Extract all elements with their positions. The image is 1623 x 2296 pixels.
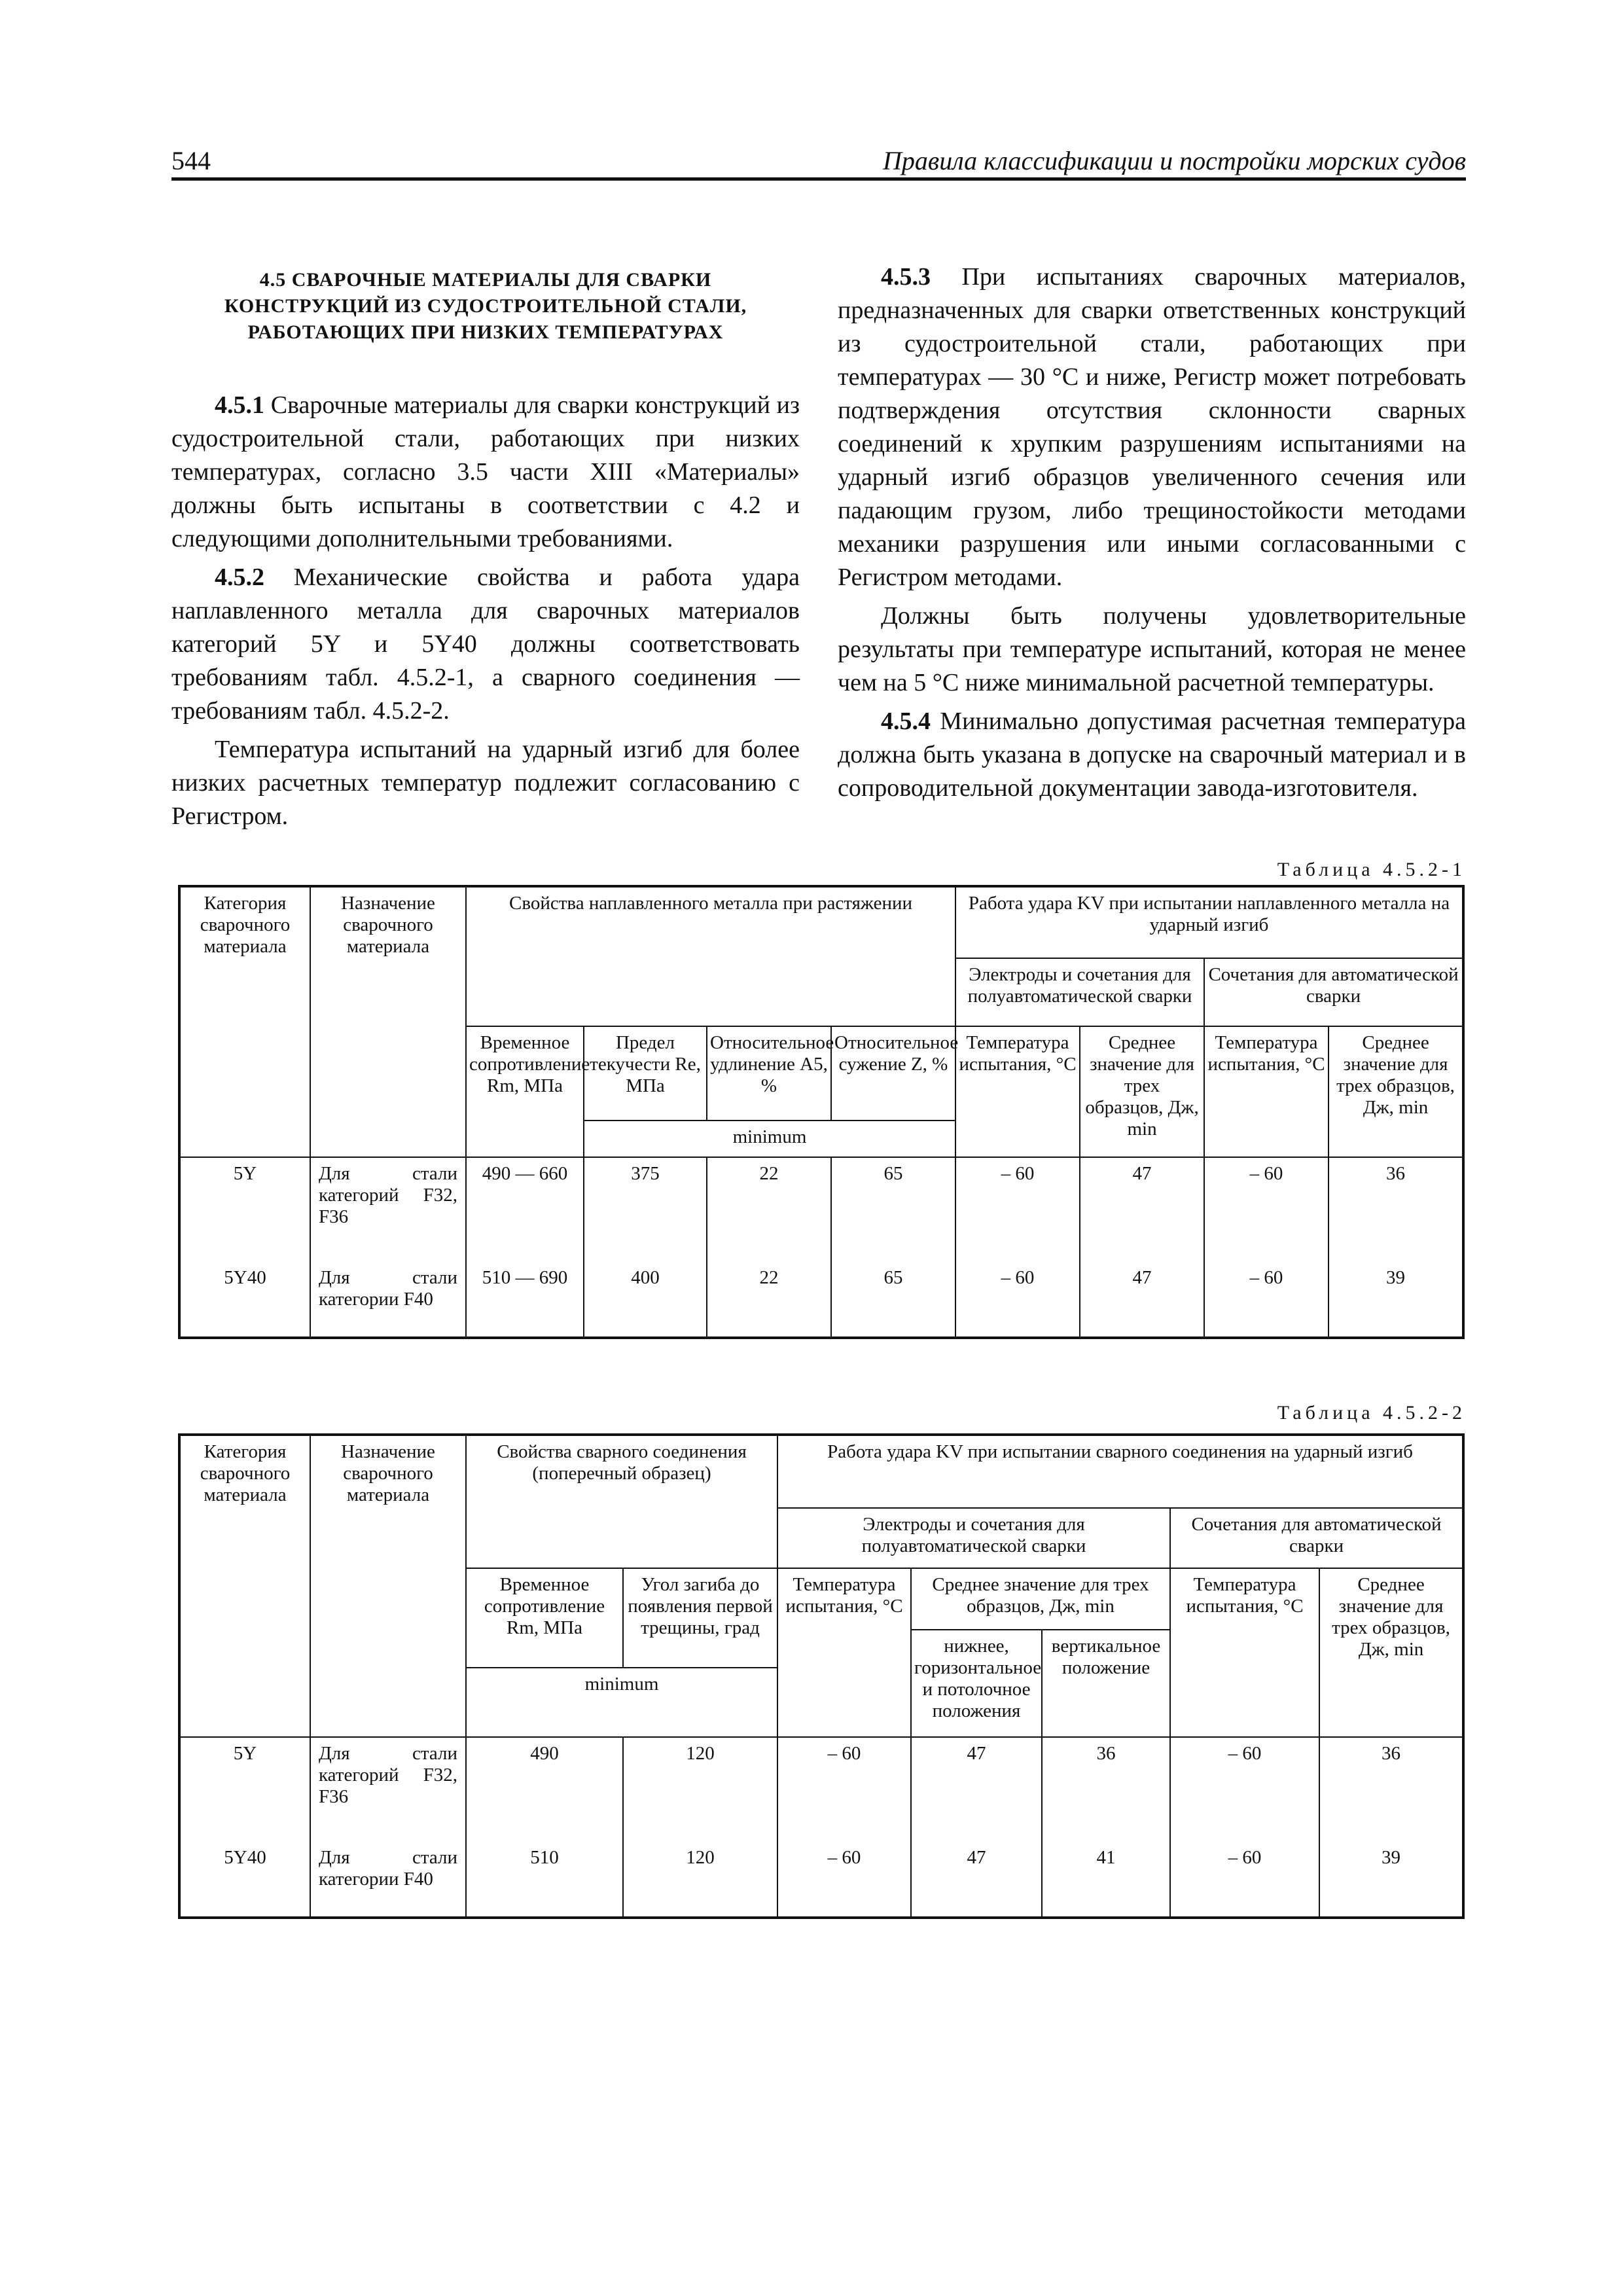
header-bend-angle: Угол загиба до появления первой трещины, град <box>623 1568 777 1668</box>
left-column <box>171 260 800 838</box>
header-vertical-position: вертикальное положение <box>1042 1630 1170 1737</box>
header-elongation: Относительное удлинение A5, % <box>707 1026 831 1121</box>
table-row: 5Y Для стали категорий F32, F36 490 — 660 375 22 65 – 60 47 – 60 36 <box>179 1157 1463 1262</box>
header-avg-semi: Среднее значение для трех образцов, Дж, min <box>1080 1026 1204 1157</box>
header-auto: Сочетания для автоматической сварки <box>1204 958 1463 1026</box>
table-4-5-2-2 <box>178 1433 1465 1919</box>
table-row: 5Y40 Для стали категории F40 510 — 690 400 22 65 – 60 47 – 60 39 <box>179 1262 1463 1338</box>
table-row: 5Y Для стали категорий F32, F36 490 120 – 60 47 36 – 60 36 <box>179 1737 1463 1842</box>
header-properties: Свойства наплавленного металла при растяжении <box>466 886 955 958</box>
header-auto: Сочетания для автоматической сварки <box>1170 1508 1463 1568</box>
header-category: Категория сварочного материала <box>179 886 310 1121</box>
header-minimum: minimum <box>584 1121 955 1157</box>
header-purpose: Назначение сварочного материала <box>310 1435 466 1630</box>
right-column <box>838 260 1466 810</box>
paragraph-4-5-3-continued: Должны быть получены удовлетворительные результаты при температуре испытаний, которая не менее чем на 5 °С ниже минимальной расчетной температуры. <box>838 602 1466 696</box>
header-temp-auto: Температура испытания, °С <box>1204 1026 1329 1157</box>
header-impact: Работа удара KV при испытании наплавленного металла на ударный изгиб <box>955 886 1463 958</box>
header-lower-positions: нижнее, горизонтальное и потолочное положения <box>911 1630 1042 1737</box>
header-avg-semi: Среднее значение для трех образцов, Дж, min <box>911 1568 1170 1630</box>
section-title: 4.5 СВАРОЧНЫЕ МАТЕРИАЛЫ ДЛЯ СВАРКИ КОНСТРУКЦИЙ ИЗ СУДОСТРОИТЕЛЬНОЙ СТАЛИ, РАБОТАЮЩИХ ПРИ НИЗКИХ ТЕМПЕРАТУРАХ <box>224 269 747 343</box>
header-minimum: minimum <box>466 1668 777 1737</box>
header-temp-semi: Температура испытания, °С <box>777 1568 911 1737</box>
header-tensile: Временное сопротивление Rm, МПа <box>466 1026 584 1157</box>
table1-caption: Таблица 4.5.2-1 <box>1277 859 1466 880</box>
header-temp-auto: Температура испытания, °С <box>1170 1568 1319 1737</box>
table-4-5-2-1 <box>178 885 1465 1339</box>
header-avg-auto: Среднее значение для трех образцов, Дж, min <box>1329 1026 1463 1157</box>
paragraph-4-5-1: 4.5.1 Сварочные материалы для сварки конструкций из судостроительной стали, работающих при низких температурах, согласно 3.5 части XIII «Материалы» должны быть испытаны в соответствии с 4.2 и следующими дополнительными требованиями. <box>171 391 800 552</box>
header-yield: Предел текучести Re, МПа <box>584 1026 707 1121</box>
header-tensile: Временное сопротивление Rm, МПа <box>466 1568 623 1668</box>
header-impact: Работа удара KV при испытании сварного соединения на ударный изгиб <box>777 1435 1463 1508</box>
header-electrodes: Электроды и сочетания для полуавтоматической сварки <box>955 958 1204 1026</box>
paragraph-4-5-2: 4.5.2 Механические свойства и работа удара наплавленного металла для сварочных материалов категорий 5Y и 5Y40 должны соответствовать требованиям табл. 4.5.2-1, а сварного соединения — требованиям табл. 4.5.2-2. <box>171 564 800 725</box>
header-category: Категория сварочного материала <box>179 1435 310 1630</box>
paragraph-4-5-2-continued: Температура испытаний на ударный изгиб для более низких расчетных температур подлежит согласованию с Регистром. <box>171 736 800 830</box>
header-electrodes: Электроды и сочетания для полуавтоматической сварки <box>777 1508 1170 1568</box>
running-title: Правила классификации и постройки морских судов <box>882 146 1466 175</box>
paragraph-4-5-3: 4.5.3 При испытаниях сварочных материалов, предназначенных для сварки ответственных конструкций из судостроительной стали, работающих при температурах — 30 °С и ниже, Регистр может потребовать подтверждения отсутствия склонности сварных соединений к хрупким разрушениям испытаниями на ударный изгиб образцов увеличенного сечения или падающим грузом, либо трещиностойкости методами механики разрушения или иными согласованными с Регистром методами. <box>838 263 1466 591</box>
header-properties-spacer <box>466 958 955 1026</box>
table-row: 5Y40 Для стали категории F40 510 120 – 60 47 41 – 60 39 <box>179 1842 1463 1918</box>
header-avg-auto: Среднее значение для трех образцов, Дж, min <box>1319 1568 1463 1737</box>
table2-caption: Таблица 4.5.2-2 <box>1277 1402 1466 1424</box>
header-reduction: Относительное сужение Z, % <box>831 1026 955 1121</box>
header-temp-semi: Температура испытания, °С <box>955 1026 1080 1157</box>
paragraph-4-5-4: 4.5.4 Минимально допустимая расчетная температура должна быть указана в допуске на сварочный материал и в сопроводительной документации завода-изготовителя. <box>838 708 1466 802</box>
header-purpose: Назначение сварочного материала <box>310 886 466 1121</box>
header-rule <box>171 177 1466 181</box>
header-properties: Свойства сварного соединения (поперечный образец) <box>466 1435 777 1508</box>
page-number: 544 <box>171 146 211 175</box>
